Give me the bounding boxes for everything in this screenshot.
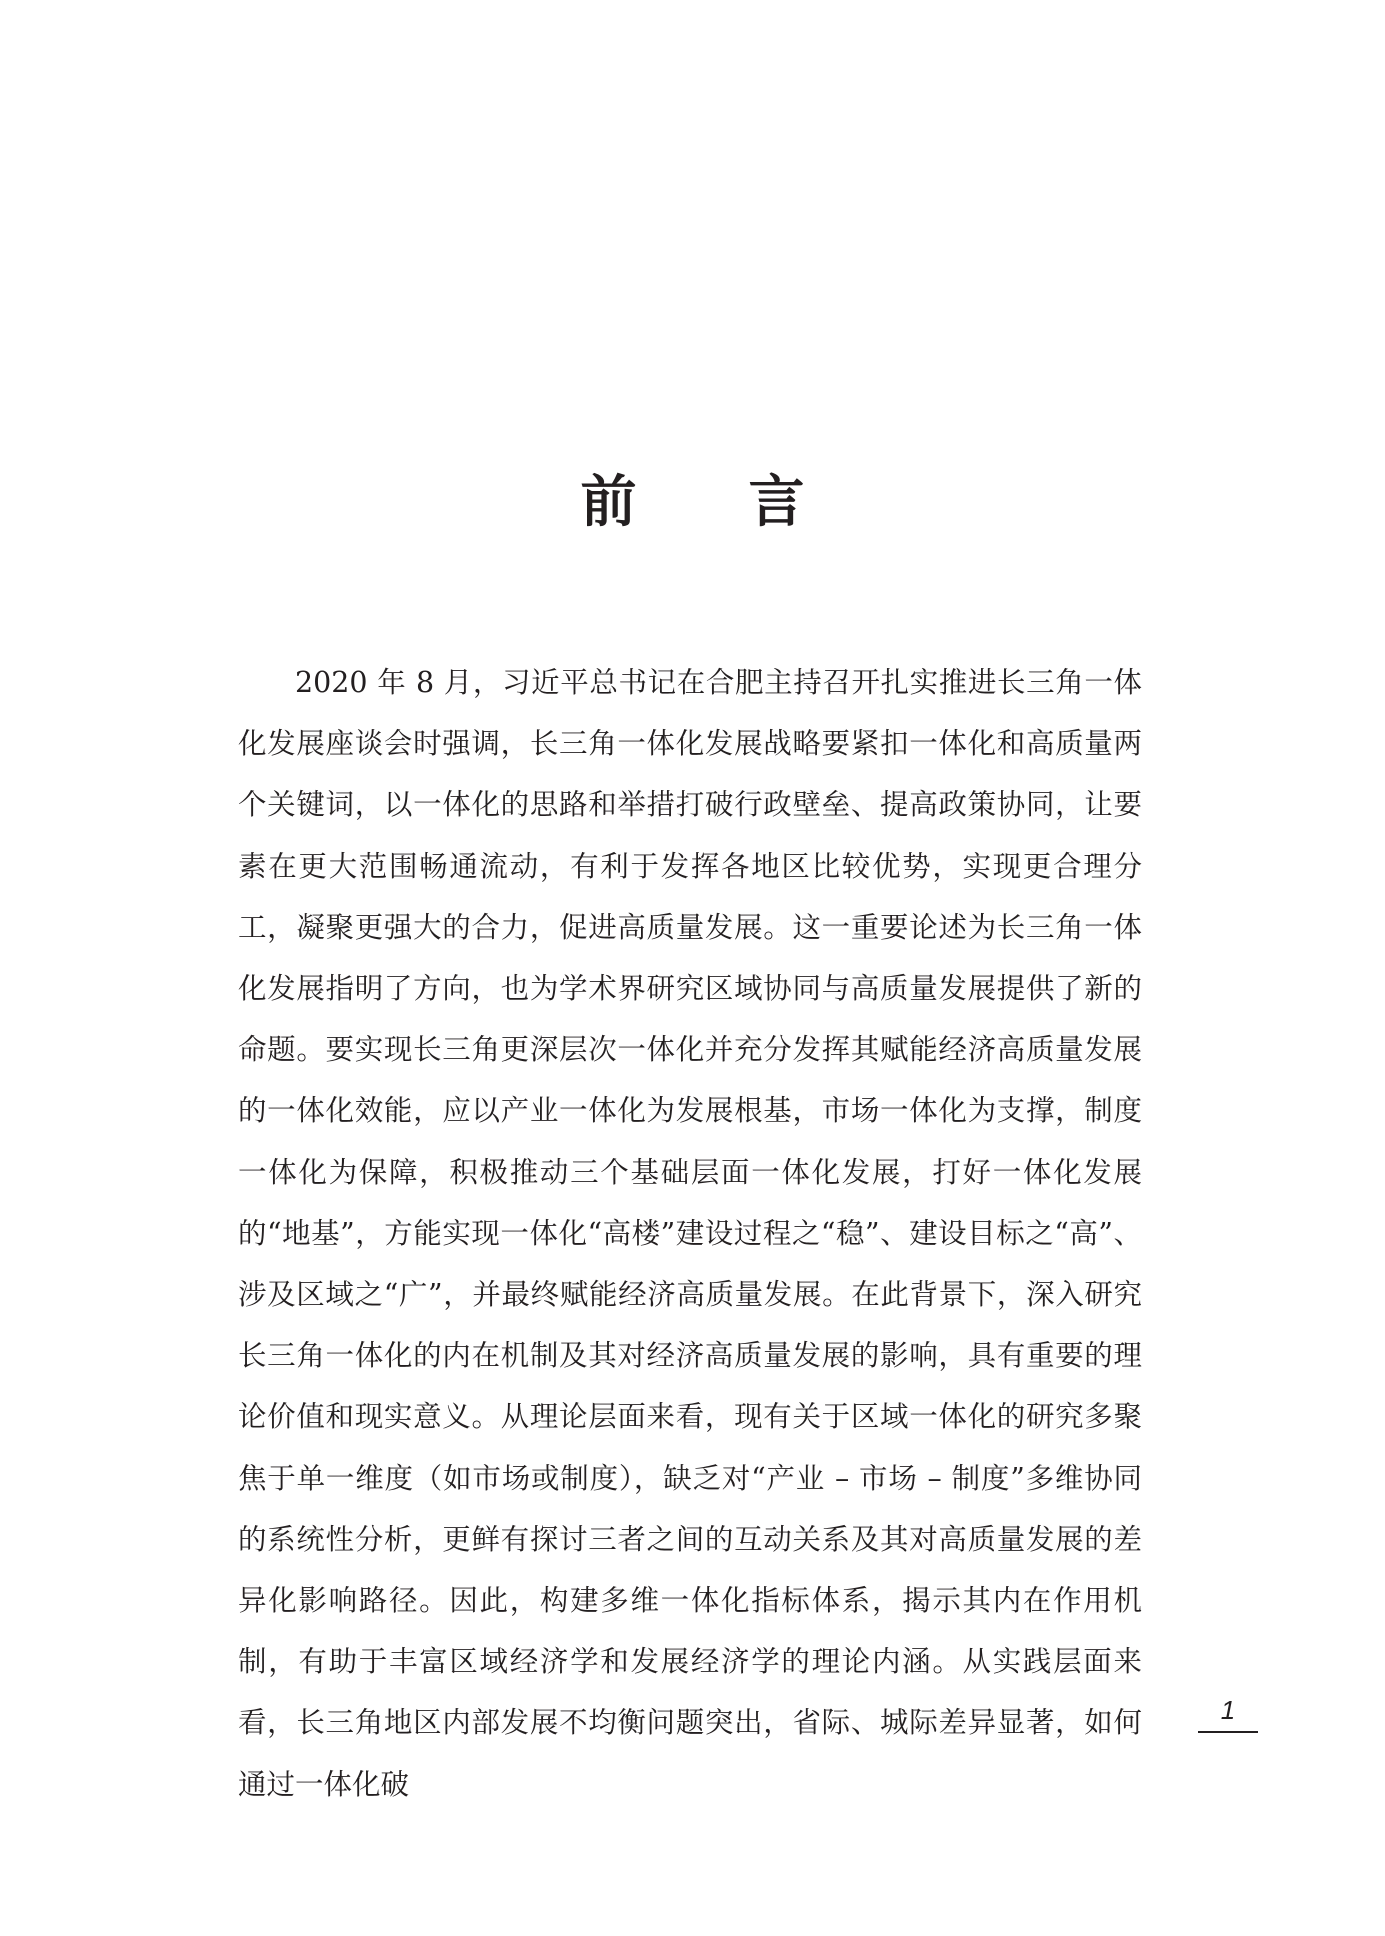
chapter-title: [0, 470, 1385, 534]
chapter-title-char-1: 前: [580, 468, 637, 535]
body-paragraph: 2020 年 8 月，习近平总书记在合肥主持召开扎实推进长三角一体化发展座谈会时强调，长三角一体化发展战略要紧扣一体化和高质量两个关键词，以一体化的思路和举措打破行政壁垒、提高政策协同，让要素在更大范围畅通流动，有利于发挥各地区比较优势，实现更合理分工，凝聚更强大的合力，促进高质量发展。这一重要论述为长三角一体化发展指明了方向，也为学术界研究区域协同与高质量发展提供了新的命题。要实现长三角更深层次一体化并充分发挥其赋能经济高质量发展的一体化效能，应以产业一体化为发展根基，市场一体化为支撑，制度一体化为保障，积极推动三个基础层面一体化发展，打好一体化发展的“地基”，方能实现一体化“高楼”建设过程之“稳”、建设目标之“高”、涉及区域之“广”，并最终赋能经济高质量发展。在此背景下，深入研究长三角一体化的内在机制及其对经济高质量发展的影响，具有重要的理论价值和现实意义。从理论层面来看，现有关于区域一体化的研究多聚焦于单一维度（如市场或制度），缺乏对“产业 – 市场 – 制度”多维协同的系统性分析，更鲜有探讨三者之间的互动关系及其对高质量发展的差异化影响路径。因此，构建多维一体化指标体系，揭示其内在作用机制，有助于丰富区域经济学和发展经济学的理论内涵。从实践层面来看，长三角地区内部发展不均衡问题突出，省际、城际差异显著，如何通过一体化破: [238, 666, 1142, 1801]
chapter-title-char-2: 言: [748, 468, 805, 535]
page-number-rule: [1198, 1731, 1258, 1733]
page-number: 1: [1220, 1695, 1236, 1725]
